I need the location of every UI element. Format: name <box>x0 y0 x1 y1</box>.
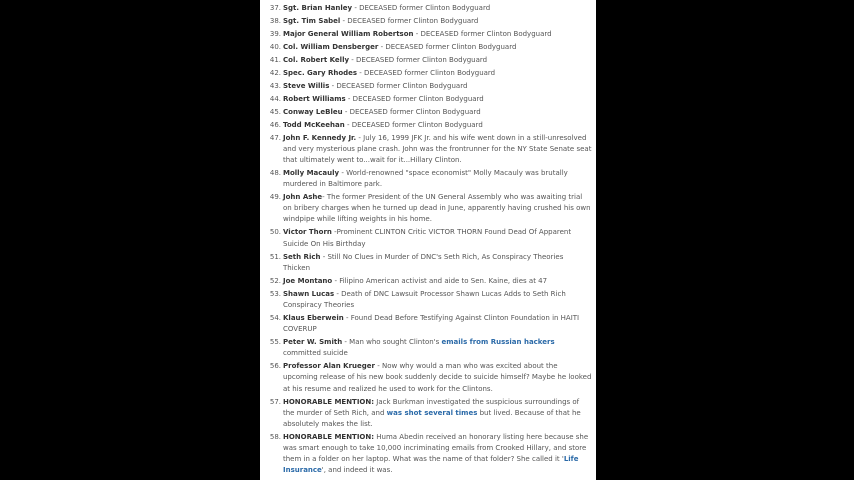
item-description: - Man who sought Clinton's <box>342 337 442 346</box>
shot-several-times-link[interactable]: was shot several times <box>386 408 478 417</box>
item-number: 40. <box>269 42 281 51</box>
item-number: 53. <box>269 289 281 298</box>
item-description: - DECEASED former Clinton Bodyguard <box>342 107 481 116</box>
russian-hackers-emails-link[interactable]: emails from Russian hackers <box>441 337 555 346</box>
item-number: 56. <box>269 362 281 371</box>
item-description: - DECEASED former Clinton Bodyguard <box>329 81 468 90</box>
item-number: 48. <box>269 168 281 177</box>
item-description-tail: ', and indeed it was. <box>321 466 393 475</box>
item-name: Steve Willis <box>283 81 330 90</box>
item-name: Major General William Robertson <box>283 29 414 38</box>
item-description: - DECEASED former Clinton Bodyguard <box>349 55 488 64</box>
item-description: - Filipino American activist and aide to Sen. Kaine, dies at 47 <box>332 276 548 285</box>
item-number: 44. <box>269 94 281 103</box>
item-description: - July 16, 1999 JFK Jr. and his wife went down in a still-unresolved and very mysterious plane crash. John was the frontrunner for the NY State Senate seat that ultimately went to...wait for it...Hillary Clinton. <box>283 133 592 164</box>
list-item <box>264 397 592 431</box>
item-number: 42. <box>269 68 281 77</box>
item-description: - DECEASED former Clinton Bodyguard <box>413 29 552 38</box>
item-name: Sgt. Brian Hanley <box>283 4 353 12</box>
item-description: - Still No Clues in Murder of DNC's Seth Rich, As Conspiracy Theories Thicken <box>283 252 564 272</box>
item-number: 38. <box>269 16 281 25</box>
item-number: 47. <box>269 133 281 142</box>
item-description-tail: committed suicide <box>283 349 348 358</box>
list-item <box>264 29 592 40</box>
item-description: - Found Dead Before Testifying Against Clinton Foundation in HAITI COVERUP <box>283 313 580 334</box>
item-description: - DECEASED former Clinton Bodyguard <box>352 4 491 12</box>
item-name: Joe Montano <box>283 276 333 285</box>
item-name: Klaus Eberwein <box>283 313 344 322</box>
item-number: 55. <box>269 337 281 346</box>
list-item <box>264 133 592 167</box>
item-number: 39. <box>269 29 281 38</box>
list-item <box>264 3 592 14</box>
item-name: Col. Robert Kelly <box>283 55 350 64</box>
item-number: 49. <box>269 193 281 202</box>
item-number: 45. <box>269 107 281 116</box>
item-name: Shawn Lucas <box>283 289 335 298</box>
item-name: Molly Macauly <box>283 168 340 177</box>
list-item <box>264 192 592 226</box>
death-list <box>264 3 592 478</box>
list-item <box>264 94 592 105</box>
item-name: Col. William Densberger <box>283 42 379 51</box>
item-description: -Prominent CLINTON Critic VICTOR THORN Found Dead Of Apparent Suicide On His Birthday <box>283 228 572 248</box>
list-item <box>264 168 592 190</box>
list-item <box>264 432 592 477</box>
life-insurance-link[interactable]: Life Insurance <box>283 455 579 475</box>
item-name: Conway LeBleu <box>283 107 343 116</box>
list-item <box>264 16 592 27</box>
list-item <box>264 227 592 249</box>
item-description: - Now why would a man who was excited about the upcoming release of his new book suddenly decide to suicide himself? Maybe he looked at his resume and realized he used to work for the Clintons. <box>283 362 592 393</box>
item-number: 58. <box>269 432 281 441</box>
item-description: - DECEASED former Clinton Bodyguard <box>357 68 496 77</box>
item-number: 41. <box>269 55 281 64</box>
item-number: 37. <box>269 4 281 12</box>
item-name: Seth Rich <box>283 252 321 261</box>
list-item <box>264 276 592 287</box>
item-description: - DECEASED former Clinton Bodyguard <box>345 94 484 103</box>
list-item <box>264 55 592 66</box>
item-name: John F. Kennedy Jr. <box>283 133 357 142</box>
item-name: HONORABLE MENTION: <box>283 397 375 406</box>
item-number: 43. <box>269 81 281 90</box>
item-description: - The former President of the UN General Assembly who was awaiting trial on bribery charges when he turned up dead in June, apparently having crushed his own windpipe while lifting weights in his home. <box>283 193 591 224</box>
item-name: Professor Alan Krueger <box>283 362 375 371</box>
item-name: John Ashe <box>283 193 323 202</box>
item-name: Robert Williams <box>283 94 346 103</box>
item-number: 54. <box>269 313 281 322</box>
list-item <box>264 120 592 131</box>
item-number: 52. <box>269 276 281 285</box>
item-description: - DECEASED former Clinton Bodyguard <box>340 16 479 25</box>
list-item <box>264 68 592 79</box>
item-name: Todd McKeehan <box>283 120 345 129</box>
item-number: 51. <box>269 252 281 261</box>
item-number: 46. <box>269 120 281 129</box>
item-description: Huma Abedin received an honorary listing here because she was smart enough to take 10,000 incriminating emails from Crooked Hillary, and store them in a folder on her laptop. What was the name of that folder? She called it ' <box>283 432 589 464</box>
item-description: - World-renowned "space economist" Molly Macauly was brutally murdered in Baltimore park. <box>283 168 568 189</box>
item-name: Sgt. Tim Sabel <box>283 16 341 25</box>
article-page <box>260 0 596 480</box>
item-name: HONORABLE MENTION: <box>283 432 375 441</box>
item-description: - Death of DNC Lawsuit Processor Shawn Lucas Adds to Seth Rich Conspiracy Theories <box>283 289 566 309</box>
item-name: Peter W. Smith <box>283 337 343 346</box>
item-description: - DECEASED former Clinton Bodyguard <box>344 120 483 129</box>
item-description: Jack Burkman investigated the suspicious surroundings of the murder of Seth Rich, and <box>283 397 580 417</box>
list-item <box>264 361 592 395</box>
list-item <box>264 313 592 335</box>
item-name: Spec. Gary Rhodes <box>283 68 358 77</box>
list-item <box>264 252 592 274</box>
list-item <box>264 81 592 92</box>
list-item <box>264 289 592 311</box>
list-item <box>264 337 592 359</box>
item-description: - DECEASED former Clinton Bodyguard <box>378 42 517 51</box>
item-number: 50. <box>269 228 281 237</box>
item-name: Victor Thorn <box>283 228 332 237</box>
item-description-tail: but lived. Because of that he absolutely makes the list. <box>283 408 581 428</box>
list-item <box>264 42 592 53</box>
item-number: 57. <box>269 397 281 406</box>
list-item <box>264 107 592 118</box>
